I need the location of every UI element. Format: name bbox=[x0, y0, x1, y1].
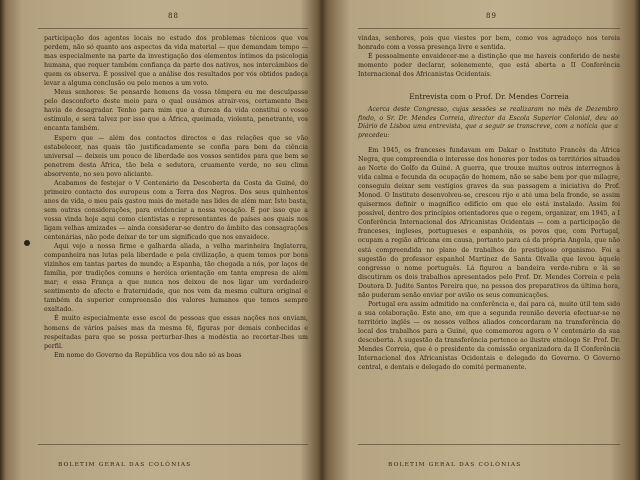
paragraph: vindas, senhores, pois que viestes por bem, como vos agradeço nos tereis honrado com a vossa presença livre e sentida. bbox=[358, 35, 620, 52]
paragraph: Em nome do Governo da República vos dou não só as boas bbox=[54, 351, 242, 359]
left-page bbox=[18, 0, 316, 480]
interview-intro: Acerca deste Congresso, cujas sessões se realizaram no mês de Dezembro findo, o Sr. Dr. Mendes Correia, director da Escola Superior Colonial, deu ao Diário de Lisboa uma entrevista, que a seguir se transcreve, com a notícia que a precedeu: bbox=[358, 106, 618, 139]
header-rule bbox=[38, 28, 308, 29]
page-number: 88 bbox=[168, 12, 179, 20]
paragraph: Portugal era assim admitido na conferência e, daí para cá, muito útil tem sido a sua colaboração. Este ano, em que a segunda reunião deveria efectuar-se no território inglês — os nossos velhos aliados concordaram na transferência do local dos trabalhos para a Guiné, que comemorou agora o V centenário da sua descoberta. A sugestão da transferência pertence ao ilustre etnólogo Sr. Prof. Dr. Mendes Correia, que é o presidente da comissão organizadora da II Conferência Internacional dos Africanistas Ocidentais e delegado do Governo. O Governo central, e dentais e delegado do comité permanente. bbox=[358, 300, 620, 372]
right-page-top bbox=[358, 34, 620, 79]
paragraph: Meus senhores: Se pensarde homens da vossa têmpera eu me desculpasse pelo desconforto deste meio para o qual ousámos atrair-vos, certamente lhes havia de desagradar. Tenho para mim que a dureza da vida constitui o vosso estímulo, e será talvez por isso que a África, queimada, violenta, penetrante, vos encanta também. bbox=[44, 89, 308, 133]
footer-rule bbox=[38, 444, 308, 445]
paragraph: Aqui vejo a nossa firme e galharda aliada, a velha marinheira Inglaterra, companheira nas lutas pela liberdade e pela civilização, a quem temos por bons vizinhos em tantas partes do mundo; a Espanha, tão chegada a nós, por laços de família, por tradições comuns e heróica orientação em tanta empresa de além mar; e essa França a que nunca nos deixou de nos ligar um verdadeiro sentimento de afecto e fraternidade, que nos vem da mesma cultura original e também da superior compreensão dos valores humanos que temos sempre exaltado. bbox=[44, 243, 308, 314]
right-page bbox=[338, 0, 628, 480]
paragraph: Em 1945, os franceses fundavam em Dakar o Instituto Francês da África Negra, que compreendia o interesse dos honores por todos os territórios situados ao Norte do Golfo da Guiné. A guerra, que trouxe muitos outros interregnos à vida calma e fecunda da ocupação do homem, não se sabe bem por que milagre, conseguiu deixar sem vestígios graves da sua passagem a iniciativa do Prof. Monod. O Instituto desenvolveu-se, cresceu rijo e até uma bela fronde, se assim quisermos definir o magnífico edifício em que ele está instalado. Assim foi possível, dentro dos princípios orientadores que o regem, organizar, em 1945, a I Conferência Internacional dos Africanistas Ocidentais — com a participação de franceses, ingleses, portugueses e espanhóis, os povos que, com Portugal, ocupam a região africana em causa, portanto para cá da própria Angola, que não está compreendida no plano de trabalhos do prestigioso organismo. Foi a sugestão do professor espanhol Martínez de Santa Olvalla que levou àquele congresso o nome português. Lá figurou a bandeira verde-rubra e lá se discutiram os dois trabalhos apresentados pelo Prof. Dr. Mendes Correia e pela Doutora D. Judite Santos Pereira que, na pessoa dos preparativos da última hora, não puderam senão enviar por avião os seus comunicações. bbox=[358, 147, 620, 299]
header-rule bbox=[358, 28, 620, 29]
running-footer: BOLETIM GERAL DAS COLÓNIAS bbox=[388, 462, 522, 468]
page-number: 89 bbox=[486, 12, 497, 20]
running-footer: BOLETIM GERAL DAS COLÓNIAS bbox=[58, 462, 192, 468]
right-page-body bbox=[358, 146, 620, 372]
footer-rule bbox=[358, 444, 620, 445]
paragraph: Acabamos de festejar o V Centenário da Descoberta da Costa da Guiné, do primeiro contacto dos europeus com a Terra dos Negros. Dos seus quinhentos anos de vida, o meu país gastou mais de metade nas lides de além mar. Isto basta, sem outras considerações, para evidenciar a nossa vocação. É por isso que a vossa vinda hoje aqui como cientistas e representantes de países aos quais nos ligam velhas amizades — ainda considerar-se dentro do âmbito das consagrações centenárias, não pode deixar de ter um significado que nos envaidece. bbox=[44, 179, 308, 242]
paragraph: É pessoalmente envaidecer-me a distinção que me haveis conferido de neste momento poder declarar, solenemente, que está aberta a II Conferência Internacional dos Africanistas Ocidentais. bbox=[358, 53, 620, 79]
interview-heading: Entrevista com o Prof. Dr. Mendes Correia bbox=[409, 92, 569, 101]
paragraph: Espero que — além dos contactos directos e das relações que se vão estabelecer, nas quais tão justificadamente se confia para bem da ciência universal — deixeis um pouco de liberdade aos vossos sentidos para que bem se penetrem desta África, tão bela e sedutora, cruamente verde, no seu clima absorvente, no seu povo aliciante. bbox=[44, 134, 308, 178]
binding-hole bbox=[24, 240, 30, 246]
left-page-body bbox=[44, 34, 308, 360]
paragraph: participação dos agentes locais no estudo dos problemas técnicos que vos perdem, não só quanto aos aspectos da vida material — que demandam tempo — mas especialmente na parte da investigação dos elementos íntimos da psicologia humana, que requer também confiança da parte dos nativos, nos intercâmbios de quem os observa. É possível que a análise dos resultados por vós obtidos padeça levar a alguma conclusão ou pelo menos a um voto. bbox=[44, 35, 308, 88]
paragraph: É muito especialmente esse escol de pessoas que essas nações nos enviam, homens de vários países mas da mesma fé, figuras por demais conhecidas e respeitadas para que se possa perturbar-lhes a modéstia ao recortar-lhes um perfil. bbox=[44, 315, 308, 350]
